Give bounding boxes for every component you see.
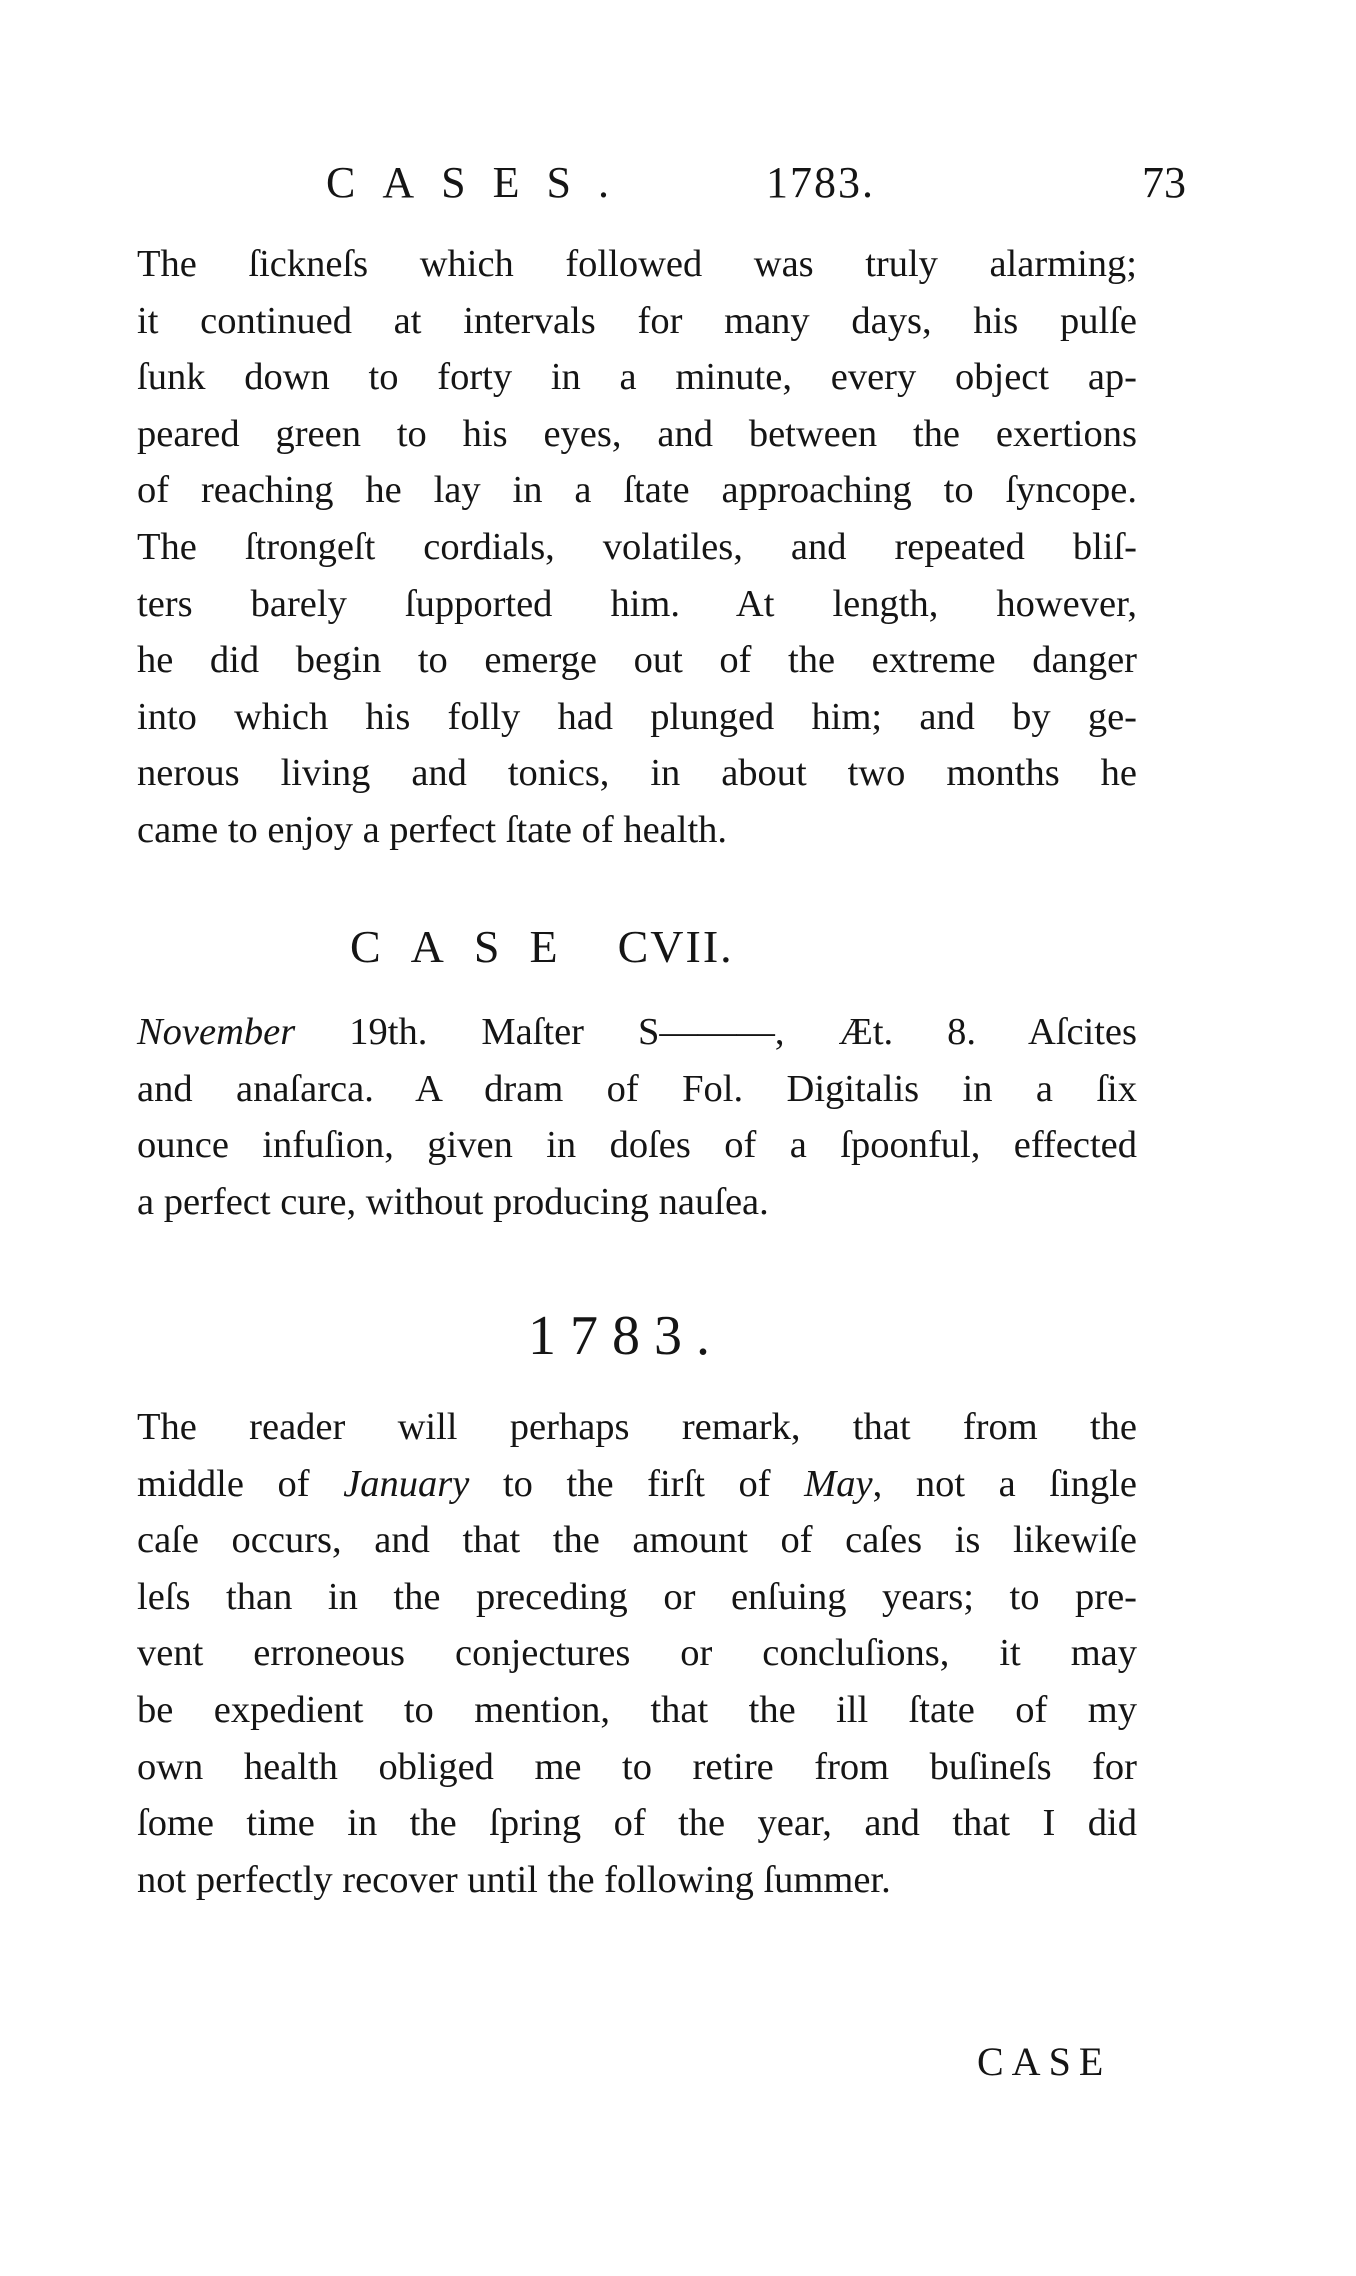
paragraph-case-cvii [137, 1004, 1137, 1230]
page-number: 73 [1142, 158, 1186, 207]
case-heading [350, 912, 734, 982]
text-line: leſs than in the preceding or enſuing years; to pre- [137, 1575, 1137, 1618]
month-name: May [804, 1462, 873, 1505]
text-run: 19th. Maſter S———, Æt. 8. Aſcites [295, 1011, 1137, 1053]
text-line: ters barely ſupported him. At length, however, [137, 582, 1137, 625]
text-line: ſome time in the ſpring of the year, and that I did [137, 1802, 1137, 1845]
text-line: be expedient to mention, that the ill ſtate of my [137, 1688, 1137, 1731]
month-name: January [343, 1462, 470, 1505]
text-line: The ſtrongeſt cordials, volatiles, and repeated bliſ- [137, 525, 1137, 568]
case-heading-number: CVII. [617, 921, 734, 972]
year-heading: 1783. [528, 1305, 724, 1367]
text-line: and anaſarca. A dram of Fol. Digitalis in a ſix [137, 1067, 1137, 1110]
text-line: vent erroneous conjectures or concluſions, it may [137, 1632, 1137, 1675]
running-head-title: CASES. [326, 158, 636, 207]
text-line: a perfect cure, without producing nauſea. [137, 1180, 769, 1223]
text-line: own health obliged me to retire from buſineſs for [137, 1745, 1137, 1788]
text-line [137, 1004, 1137, 1061]
paragraph-case-continuation [137, 236, 1137, 859]
text-line [137, 1456, 1137, 1513]
text-line: peared green to his eyes, and between the exertions [137, 412, 1137, 455]
text-line: it continued at intervals for many days, his pulſe [137, 299, 1137, 342]
date-month: November [137, 1011, 296, 1053]
text-line: ſunk down to forty in a minute, every object ap- [137, 356, 1137, 399]
text-line: came to enjoy a perfect ſtate of health. [137, 808, 728, 851]
running-head-year: 1783. [766, 158, 875, 207]
text-line: he did begin to emerge out of the extreme danger [137, 639, 1137, 682]
text-line: nerous living and tonics, in about two months he [137, 752, 1137, 795]
running-head [326, 148, 1186, 218]
catchword: CASE [977, 2039, 1112, 2084]
text-run: middle of [137, 1462, 344, 1505]
case-heading-label: CASE [350, 921, 588, 972]
text-line: ounce infuſion, given in doſes of a ſpoonful, effected [137, 1124, 1137, 1167]
text-line: into which his folly had plunged him; and by ge- [137, 695, 1137, 738]
text-run: to the firſt of [469, 1462, 805, 1505]
text-line: not perfectly recover until the following ſummer. [137, 1858, 891, 1901]
text-line: The ſickneſs which followed was truly alarming; [137, 243, 1137, 285]
text-run: , not a ſingle [872, 1462, 1137, 1505]
paragraph-reader-remark [137, 1399, 1137, 1908]
text-line: of reaching he lay in a ſtate approaching to ſyncope. [137, 469, 1137, 512]
text-line: The reader will perhaps remark, that from the [137, 1406, 1137, 1448]
text-line: caſe occurs, and that the amount of caſes is likewiſe [137, 1519, 1137, 1562]
